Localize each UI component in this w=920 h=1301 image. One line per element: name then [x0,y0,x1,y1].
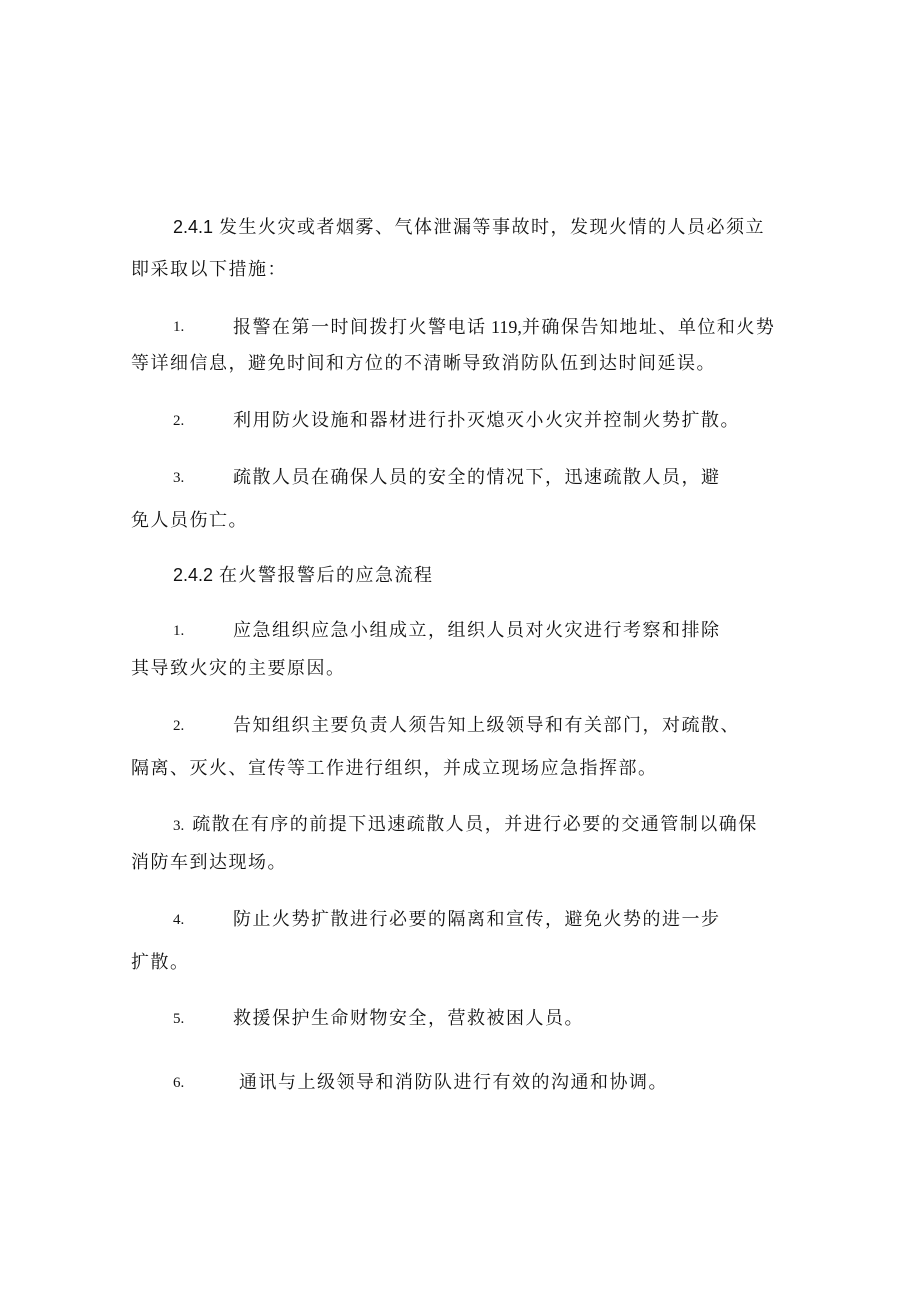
list-item-text [173,813,758,838]
section-heading-2-4-1 [173,215,765,240]
list-item-text-part: 报警在第一时间拨打火警电话 [233,317,487,338]
section-heading-continuation: 即采取以下措施： [131,259,287,280]
phone-number: 119, [486,317,522,337]
list-item-text: 防止火势扩散进行必要的隔离和宣传，避免火势的进一步 [233,909,721,930]
list-item-continuation: 等详细信息，避免时间和方位的不清晰导致消防队伍到达时间延误。 [131,353,716,374]
list-item-number: 3. [173,470,185,486]
list-item-continuation: 其导致火灾的主要原因。 [131,658,346,679]
list-item-continuation: 消防车到达现场。 [131,852,287,873]
section-number: 2.4.1 [173,217,214,237]
list-item-text: 救援保护生命财物安全，营救被困人员。 [233,1008,584,1029]
list-item-text: 利用防火设施和器材进行扑灭熄灭小火灾并控制火势扩散。 [233,410,740,431]
list-item-text [233,315,775,340]
list-item-number: 3. [173,818,185,834]
list-item-number: 2. [173,413,185,429]
list-item-text: 告知组织主要负责人须告知上级领导和有关部门，对疏散、 [233,715,740,736]
list-item-number: 2. [173,718,185,734]
section-heading-text: 在火警报警后的应急流程 [219,565,434,586]
list-item-number: 4. [173,912,185,928]
list-item-text: 疏散人员在确保人员的安全的情况下，迅速疏散人员，避 [233,467,721,488]
section-heading-2-4-2 [173,563,434,588]
list-item-continuation: 隔离、灭火、宣传等工作进行组织，并成立现场应急指挥部。 [131,758,658,779]
section-heading-text: 发生火灾或者烟雾、气体泄漏等事故时，发现火情的人员必须立 [219,217,766,238]
list-item-number: 6. [173,1075,185,1091]
list-item-text: 应急组织应急小组成立，组织人员对火灾进行考察和排除 [233,620,721,641]
list-item-number: 5. [173,1011,185,1027]
list-item-text-part: 并确保告知地址、单位和火势 [521,317,776,338]
section-number: 2.4.2 [173,565,214,585]
list-item-continuation: 免人员伤亡。 [131,510,248,531]
list-item-text: 通讯与上级领导和消防队进行有效的沟通和协调。 [239,1072,668,1093]
list-item-text-part: 疏散在有序的前提下迅速疏散人员，并进行必要的交通管制以确保 [192,814,758,835]
list-item-number: 1. [173,623,185,639]
list-item-number: 1. [173,319,185,335]
list-item-continuation: 扩散。 [131,952,190,973]
